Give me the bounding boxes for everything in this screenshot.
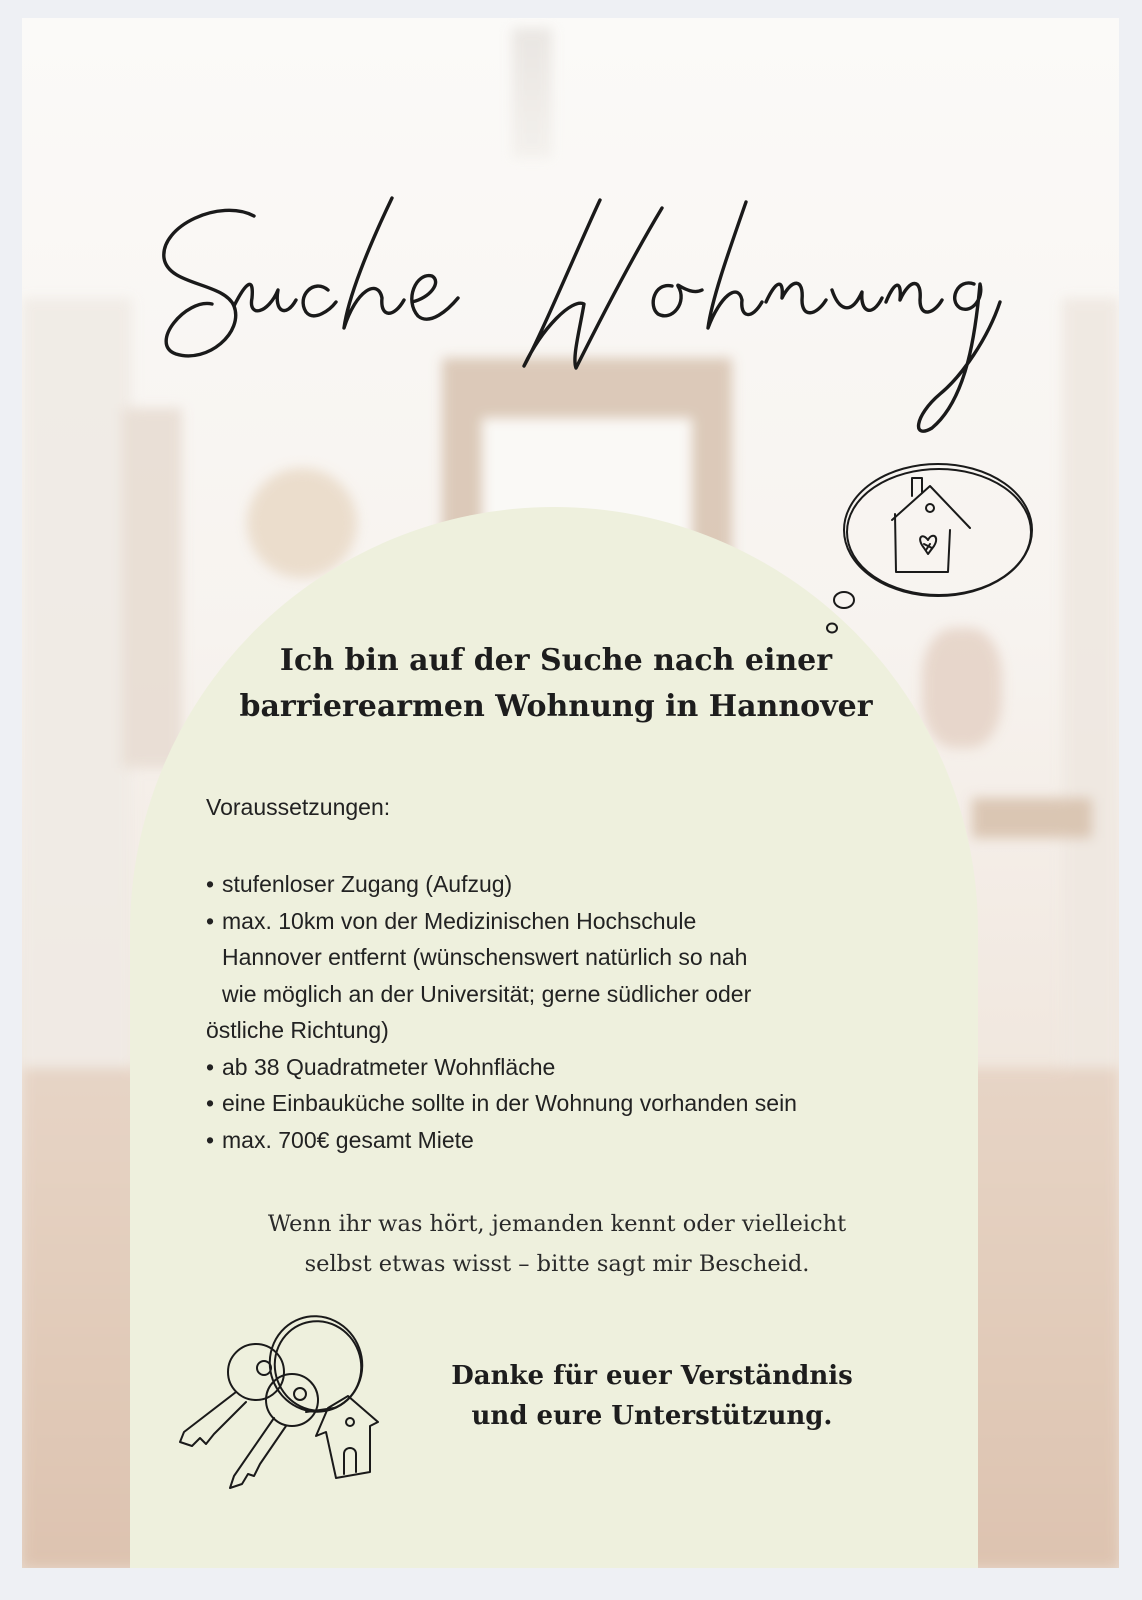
headline-line-2: barrierearmen Wohnung in Hannover (239, 689, 873, 724)
headline-line-1: Ich bin auf der Suche nach einer (279, 643, 833, 678)
requirement-item-continued: wie möglich an der Universität; gerne südlicher oder (222, 980, 752, 1007)
requirements-list (206, 866, 926, 1158)
requirement-item: • max. 700€ gesamt Miete (206, 1126, 474, 1153)
page-title (142, 178, 1002, 448)
requirement-item: • stufenloser Zugang (Aufzug) (206, 871, 513, 897)
flyer-page (22, 18, 1119, 1568)
requirement-item-continued: östliche Richtung) (206, 1017, 389, 1043)
thought-bubble-house-icon (800, 448, 1040, 648)
request-note: Wenn ihr was hört, jemanden kennt oder vielleicht selbst etwas wisst – bitte sagt mir Bescheid. (267, 1211, 847, 1277)
requirement-item: • ab 38 Quadratmeter Wohnfläche (206, 1053, 556, 1080)
keys-keychain-icon (156, 1304, 396, 1504)
requirements-label: Voraussetzungen: (206, 794, 391, 820)
requirement-item: • eine Einbauküche sollte in der Wohnung vorhanden sein (206, 1090, 797, 1116)
thanks-message: Danke für euer Verständnis und eure Unterstützung. (451, 1361, 853, 1431)
headline (152, 638, 960, 730)
requirement-item-continued: Hannover entfernt (wünschenswert natürlich so nah (222, 944, 748, 970)
requirement-item: • max. 10km von der Medizinischen Hochschule (206, 907, 697, 934)
page-title-text: Suche Wohnung (142, 188, 150, 189)
